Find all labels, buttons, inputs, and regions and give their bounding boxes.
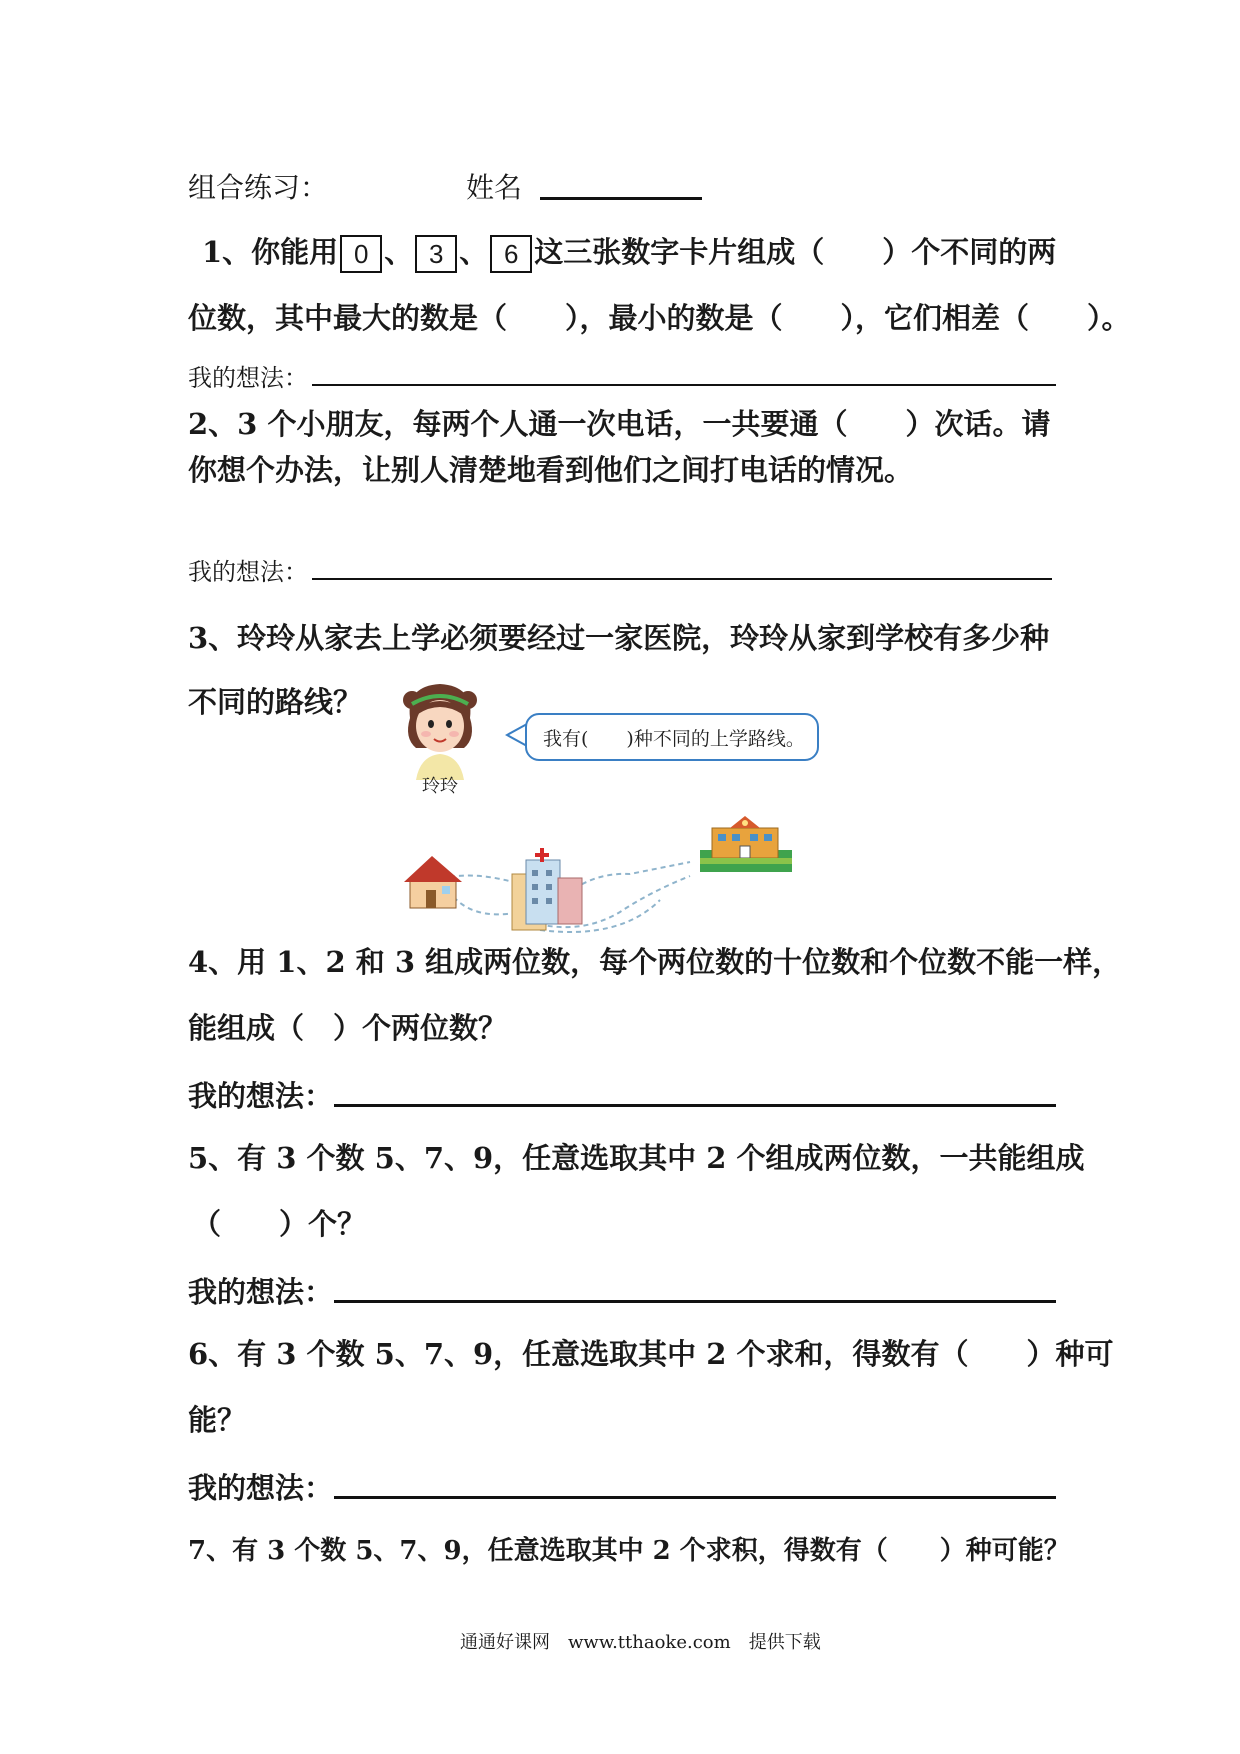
q1-sep-2: 、 — [459, 235, 489, 269]
thought-answer-line-q4[interactable] — [334, 1104, 1056, 1107]
thought-answer-line-q6[interactable] — [334, 1496, 1056, 1499]
question-6-line-1: 6、有 3 个数 5、7、9，任意选取其中 2 个求和，得数有（ ）种可 — [188, 1337, 1114, 1371]
q1-sep-1: 、 — [384, 235, 414, 269]
worksheet-title: 组合练习： — [188, 171, 329, 204]
thought-label-q1: 我的想法： — [188, 364, 308, 392]
thought-label-q6: 我的想法： — [188, 1471, 334, 1505]
question-7-line-1: 7、有 3 个数 5、7、9，任意选取其中 2 个求积，得数有（ ）种可能？ — [188, 1536, 1070, 1566]
question-5-line-1: 5、有 3 个数 5、7、9，任意选取其中 2 个组成两位数，一共能组成 — [188, 1141, 1085, 1175]
name-label: 姓名 — [466, 171, 523, 204]
speech-bubble — [525, 713, 819, 761]
question-3-line-2: 不同的路线？ — [188, 685, 363, 719]
thought-label-q4: 我的想法： — [188, 1079, 334, 1113]
digit-card-6: 6 — [490, 235, 532, 273]
thought-answer-line-q2[interactable] — [312, 578, 1052, 580]
question-4-line-2: 能组成（ ）个两位数？ — [188, 1011, 508, 1045]
digit-card-3: 3 — [415, 235, 457, 273]
route-home-hospital-1 — [450, 876, 520, 884]
house-icon — [404, 856, 462, 908]
speech-bubble-text: 我有( )种不同的上学路线。 — [543, 728, 805, 750]
question-1-line-1 — [202, 230, 1056, 273]
q1-line-1-rest: 这三张数字卡片组成（ ）个不同的两 — [534, 235, 1057, 269]
route-home-hospital-2 — [448, 890, 520, 914]
thought-label-q2: 我的想法： — [188, 558, 308, 586]
hospital-icon — [512, 848, 582, 930]
question-4-line-1: 4、用 1、2 和 3 组成两位数，每个两位数的十位数和个位数不能一样， — [188, 945, 1122, 979]
route-map-illustration — [400, 812, 800, 942]
footer-source: 通通好课网 www.tthaoke.com 提供下载 — [460, 1632, 821, 1653]
girl-name-label: 玲玲 — [422, 776, 458, 797]
question-1-line-2: 位数，其中最大的数是（ ），最小的数是（ ），它们相差（ ）。 — [188, 301, 1131, 335]
thought-answer-line-q5[interactable] — [334, 1300, 1056, 1303]
question-2-line-1: 2、3 个小朋友，每两个人通一次电话，一共要通（ ）次话。请 — [188, 407, 1051, 441]
question-5-line-2: （ ）个？ — [192, 1207, 367, 1241]
girl-illustration — [398, 678, 482, 780]
school-icon — [700, 816, 792, 872]
digit-card-0: 0 — [340, 235, 382, 273]
thought-answer-line-q1[interactable] — [312, 384, 1056, 386]
question-3-line-1: 3、玲玲从家去上学必须要经过一家医院，玲玲从家到学校有多少种 — [188, 621, 1050, 655]
thought-label-q5: 我的想法： — [188, 1275, 334, 1309]
q1-prefix: 1、你能用 — [202, 235, 339, 269]
question-6-line-2: 能？ — [188, 1403, 247, 1437]
name-field-line[interactable] — [540, 197, 702, 200]
question-2-line-2: 你想个办法，让别人清楚地看到他们之间打电话的情况。 — [188, 453, 914, 487]
